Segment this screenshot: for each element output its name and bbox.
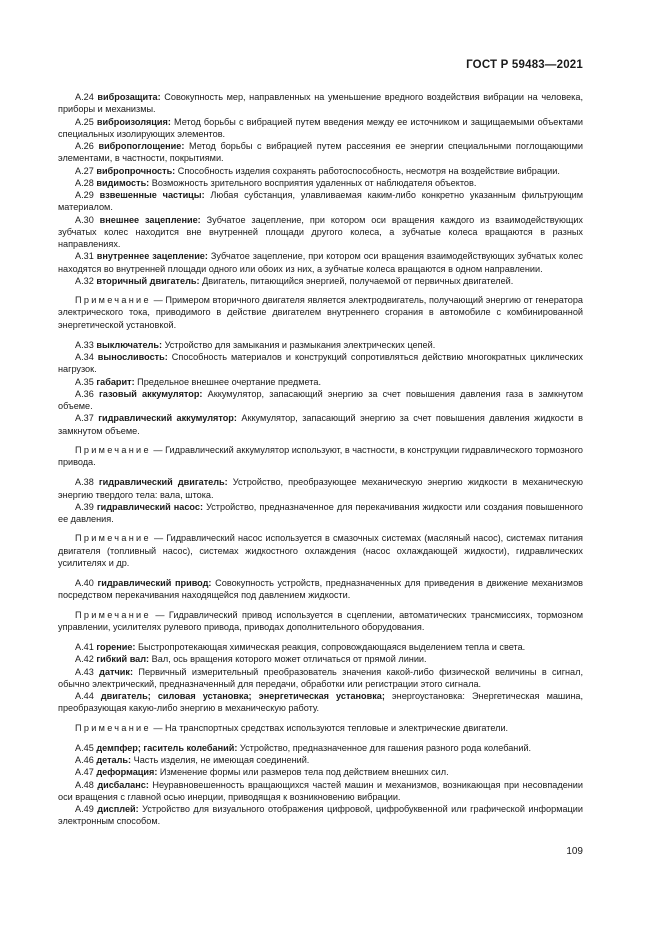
entry-definition: Вал, ось вращения которого может отличаться от прямой линии. [151,654,427,665]
glossary-entry [58,376,583,388]
entry-definition: Метод борьбы с вибрацией путем введения между ее источником и защищаемыми объектами специальных изолирующих элементов. [58,116,583,139]
entry-term: гидравлический аккумулятор: [98,413,237,424]
glossary-entry [58,339,583,351]
entry-number: А.38 [75,477,94,488]
glossary-entry [58,766,583,778]
entry-term: внутреннее зацепление: [96,251,208,262]
entry-number: А.37 [75,413,94,424]
entry-definition: Изменение формы или размеров тела под действием внешних сил. [159,767,449,778]
note-label: Примечание [75,444,151,455]
note [58,722,583,734]
entry-term: горение: [96,642,136,652]
entry-number: А.39 [75,501,94,512]
glossary-entry [58,189,583,214]
glossary-entry [58,412,583,437]
note-text: — Гидравлический насос используется в смазочных системах (масляный насос), системах питания двигателя (топливный насос), системах жидкостного охлаждения (насос охлаждающей жидкости), гидравлических усилителях и др. [58,533,583,568]
entry-term: деталь: [96,755,132,765]
note-label: Примечание [75,722,151,733]
glossary-entry [58,116,583,141]
note-label: Примечание [75,295,151,305]
entry-term: выносливость: [97,352,168,362]
entry-definition: Совокупность мер, направленных на уменьшение вредного воздействия вибрации на человека, приборы и механизмы. [58,92,583,115]
entry-term: выключатель: [96,339,163,350]
note-label: Примечание [75,609,151,620]
entry-term: газовый аккумулятор: [98,388,203,399]
entry-number: А.41 [75,642,94,652]
entry-definition: Метод борьбы с вибрацией путем рассеяния ее энергии специальными поглощающими элементами, в частности, покрытиями. [58,141,583,164]
glossary-entry [58,577,583,602]
entry-definition: Двигатель, питающийся энергией, получаемой от первичных двигателей. [202,275,514,286]
entry-definition: Часть изделия, не имеющая соединений. [133,755,310,765]
entry-definition: Неуравновешенность вращающихся частей машин и механизмов, возникающая при несовпадении оси вращения с главной осью инерции, приводящая к возникновению вибрации. [58,779,583,802]
entry-term: гибкий вал: [96,654,150,665]
entry-number: А.48 [75,779,94,790]
entry-definition: Совокупность устройств, предназначенных для приведения в движение механизмов посредством перекачивания находящейся под давлением жидкости. [58,578,584,601]
entry-number: А.47 [75,767,94,778]
glossary-entry [58,779,583,804]
note-text: — Гидравлический аккумулятор используют, в частности, в конструкции гидравлического тормозного привода. [58,444,583,467]
note-text: — Гидравлический привод используется в сцеплении, автоматических трансмиссиях, тормозном управлении, усилителях рулевого привода, приводах дополнительного оборудования. [58,609,583,632]
entry-number: А.30 [75,214,94,225]
entry-term: гидравлический насос: [96,501,203,512]
entry-term: дисбаланс: [97,779,149,790]
entry-term: деформация: [96,767,158,778]
glossary-entry [58,653,583,665]
glossary-entry [58,140,583,165]
note [58,609,583,634]
note-label: Примечание [75,533,151,544]
note-text: — На транспортных средствах используются тепловые и электрические двигатели. [153,722,509,733]
entry-definition: Предельное внешнее очертание предмета. [137,376,321,387]
glossary-entry [58,388,583,413]
entry-definition: Способность изделия сохранять работоспособность, несмотря на воздействие вибрации. [177,165,560,176]
glossary-entry [58,165,583,177]
entry-definition: Устройство, предназначенное для перекачивания жидкости или создания повышенного ее давления. [58,501,583,524]
entry-number: А.29 [75,190,94,200]
entry-number: А.26 [75,141,94,151]
entry-number: А.34 [75,352,94,362]
glossary-entry [58,690,583,715]
note [58,532,583,569]
entry-definition: Любая субстанция, улавливаемая каким-либо конкретно указанным фильтрующим материалом. [58,190,583,213]
entry-term: вибропрочность: [96,165,176,176]
entry-term: дисплей: [97,804,139,814]
entry-number: А.28 [75,177,94,188]
entry-number: А.35 [75,376,94,387]
entry-definition: Устройство для замыкания и размыкания электрических цепей. [164,339,436,350]
entry-term: габарит: [96,376,135,387]
entry-definition: Возможность зрительного восприятия удаленных от наблюдателя объектов. [151,177,477,188]
entry-term: гидравлический привод: [97,578,212,588]
glossary-entry [58,501,583,526]
standard-header: ГОСТ Р 59483—2021 [466,59,583,71]
entry-definition: Первичный измерительный преобразователь значения какой-либо физической величины в сигнал, обычно электрический, предназначенный для передачи, обработки или регистрации этого сигнала. [58,666,583,689]
entry-definition: Устройство для визуального отображения цифровой, цифробуквенной или графической информации электронным способом. [58,804,583,827]
glossary-entry [58,476,583,501]
entry-definition: Устройство, предназначенное для гашения разного рода колебаний. [239,742,532,753]
glossary-entry [58,641,583,653]
entry-term: виброзащита: [97,92,161,102]
entry-definition: Способность материалов и конструкций сопротивляться действию многократных циклических нагрузок. [58,352,583,375]
page-number: 109 [566,846,583,857]
entry-number: А.44 [75,691,94,701]
glossary-entry [58,250,583,275]
entry-number: А.46 [75,755,94,765]
entry-definition: Зубчатое зацепление, при котором оси вращения взаимодействующих зубчатых колес находятся во внутренней площади одного или обоих из них, а зубчатые колеса вращаются в одном направлении. [58,251,583,274]
note [58,294,583,331]
entry-term: датчик: [99,666,134,677]
glossary-content [58,91,583,828]
entry-number: А.31 [75,251,94,262]
entry-number: А.24 [75,92,94,102]
entry-definition: Аккумулятор, запасающий энергию за счет повышения давления жидкости в замкнутом объеме. [58,413,583,436]
entry-term: двигатель; силовая установка; энергетическая установка; [100,691,385,701]
entry-number: А.43 [75,666,94,677]
note-text: — Примером вторичного двигателя является электродвигатель, получающий энергию от генератора электрического тока, приводимого в действие двигателем внутреннего сгорания в автомобиле с комбинированной энергетической установкой. [58,295,583,330]
entry-number: А.40 [75,578,94,588]
entry-term: внешнее зацепление: [99,214,201,225]
entry-number: А.27 [75,165,94,176]
entry-term: взвешенные частицы: [99,190,205,200]
glossary-entry [58,177,583,189]
glossary-entry [58,666,583,691]
entry-number: А.45 [75,742,94,753]
entry-definition: Устройство, преобразующее механическую энергию жидкости в механическую энергию твердого тела: вала, штока. [58,477,583,500]
entry-number: А.33 [75,339,94,350]
entry-definition: Зубчатое зацепление, при котором оси вращения каждого из взаимодействующих зубчатых колес находится вне внутренней площади другого колеса, а зубчатые колеса вращаются в разных направлениях. [58,214,583,249]
glossary-entry [58,275,583,287]
entry-number: А.49 [75,804,94,814]
entry-number: А.32 [75,275,94,286]
entry-definition: Аккумулятор, запасающий энергию за счет повышения давления газа в замкнутом объеме. [58,388,583,411]
entry-term: демпфер; гаситель колебаний: [96,742,238,753]
entry-number: А.36 [75,388,94,399]
entry-term: вибропоглощение: [98,141,185,151]
entry-term: гидравлический двигатель: [98,477,228,488]
entry-definition: Быстропротекающая химическая реакция, сопровождающаяся выделением тепла и света. [138,642,526,652]
glossary-entry [58,214,583,251]
entry-term: виброизоляция: [96,116,171,127]
glossary-entry [58,803,583,828]
glossary-entry [58,754,583,766]
glossary-entry [58,742,583,754]
glossary-entry [58,351,583,376]
entry-definition: энергоустановка: Энергетическая машина, преобразующая какую-либо энергию в механическую работу. [58,691,583,714]
entry-number: А.42 [75,654,94,665]
note [58,444,583,469]
glossary-entry [58,91,583,116]
entry-term: видимость: [96,177,150,188]
entry-number: А.25 [75,116,94,127]
entry-term: вторичный двигатель: [96,275,200,286]
